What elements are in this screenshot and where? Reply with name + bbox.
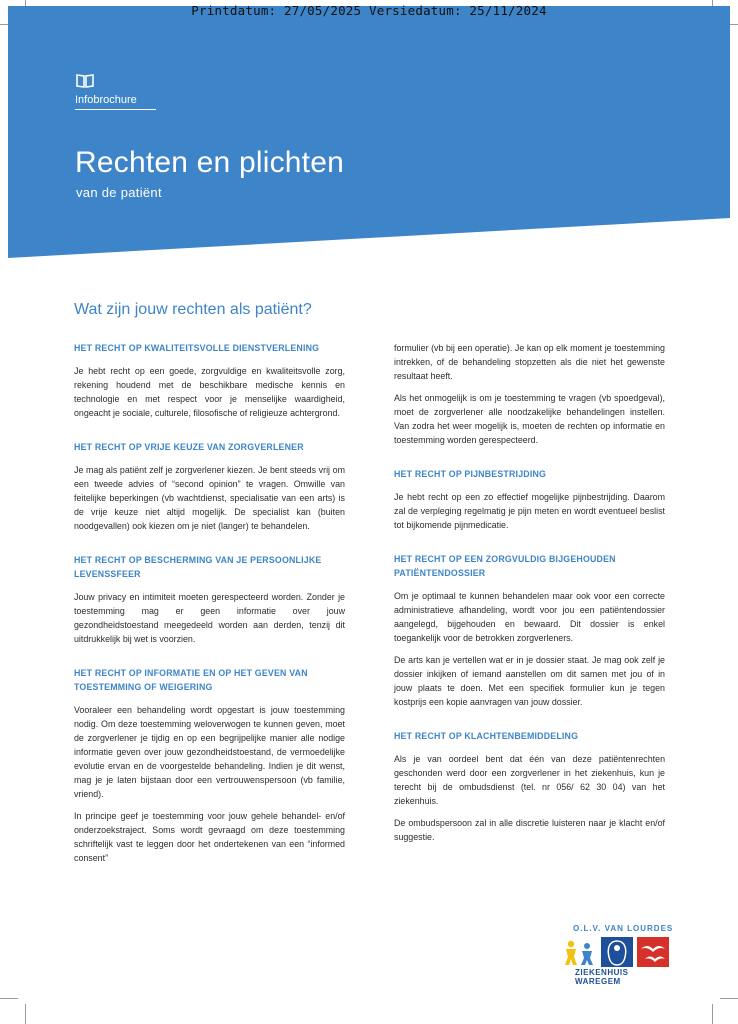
section-heading: Wat zijn jouw rechten als patiënt? xyxy=(74,301,312,318)
logo-bottom-text: ZIEKENHUIS WAREGEM xyxy=(575,968,629,986)
right-column xyxy=(394,341,665,852)
page-title: Rechten en plichten xyxy=(75,146,344,179)
subheading: HET RECHT OP KWALITEITSVOLLE DIENSTVERLENING xyxy=(74,343,320,353)
book-icon xyxy=(75,73,95,89)
paragraph: Als je van oordeel bent dat één van deze patiëntenrechten geschonden werd door een zorgverlener in het ziekenhuis, kun je terecht bij de ombudsdienst (tel. nr 056/ 62 30 04) van het ziekenhuis. xyxy=(394,754,665,806)
crop-mark xyxy=(712,1004,713,1024)
header-banner xyxy=(0,0,738,270)
birds-icon xyxy=(637,937,669,967)
crop-mark xyxy=(0,998,18,999)
paragraph: De arts kan je vertellen wat er in je dossier staat. Je mag ook zelf je dossier inkijken of iemand aanstellen om dit samen met jou of in jouw plaats te doen. Met een specifiek formulier kun je tegen kostprijs een kopie aanvragen van jouw dossier. xyxy=(394,655,665,707)
brochure-label: Infobrochure xyxy=(75,94,156,110)
paragraph: Als het onmogelijk is om je toestemming te vragen (vb spoedgeval), moet de zorgverlener alle noodzakelijke behandelingen instellen. Van zodra het weer mogelijk is, moeten de rechten op informatie en toestemming worden gerespecteerd. xyxy=(394,393,665,445)
crop-mark xyxy=(25,1004,26,1024)
paragraph: Vooraleer een behandeling wordt opgestart is jouw toestemming nodig. Om deze toestemming weloverwogen te kunnen geven, moet de zorgverlener je tijdig en op een begrijpelijke manier alle nodige informatie geven over jouw gezondheidstoestand, de vermoedelijke evolutie ervan en de voorgestelde behandeling. Indien je dit wenst, mag je je laten bijstaan door een vertrouwenspersoon (vb familie, vriend). xyxy=(74,705,345,799)
hospital-logo xyxy=(563,924,675,986)
logo-top-text: O.L.V. VAN LOURDES xyxy=(573,924,674,933)
subheading: HET RECHT OP INFORMATIE EN OP HET GEVEN VAN TOESTEMMING OF WEIGERING xyxy=(74,668,308,692)
print-date-header: Printdatum: 27/05/2025 Versiedatum: 25/11/2024 xyxy=(191,3,547,18)
banner-background xyxy=(0,0,738,270)
paragraph: Jouw privacy en intimiteit moeten gerespecteerd worden. Zonder je toestemming mag er geen informatie over jouw gezondheidstoestand meegedeeld worden aan derden, tenzij dit uitdrukkelijk bij wet is voorzien. xyxy=(74,592,345,644)
subheading: HET RECHT OP VRIJE KEUZE VAN ZORGVERLENER xyxy=(74,442,304,452)
paragraph: Je hebt recht op een goede, zorgvuldige en kwaliteitsvolle zorg, rekening houdend met de beschikbare medische kennis en technologie en met respect voor je menselijke waardigheid, ongeacht je sociale, culturele, filosofische of religieuze achtergrond. xyxy=(74,366,345,418)
paragraph: In principe geef je toestemming voor jouw gehele behandel- en/of onderzoekstraject. Soms wordt gevraagd om deze toestemming schriftelijk vast te leggen door het ondertekenen van een “informed consent” xyxy=(74,811,345,863)
page-subtitle: van de patiënt xyxy=(76,185,162,200)
subheading: HET RECHT OP KLACHTENBEMIDDELING xyxy=(394,731,579,741)
paragraph: formulier (vb bij een operatie). Je kan op elk moment je toestemming intrekken, of de behandeling stopzetten als die niet het gewenste resultaat heeft. xyxy=(394,343,665,381)
subheading: HET RECHT OP EEN ZORGVULDIG BIJGEHOUDEN PATIËNTENDOSSIER xyxy=(394,554,616,578)
logo-graphic xyxy=(563,935,675,967)
children-figures-icon xyxy=(563,939,597,967)
left-column xyxy=(74,341,345,873)
subheading: HET RECHT OP BESCHERMING VAN JE PERSOONLIJKE LEVENSSFEER xyxy=(74,555,322,579)
paragraph: Je mag als patiënt zelf je zorgverlener kiezen. Je bent steeds vrij om een tweede advies of “second opinion” te vragen. Omwille van feitelijke beperkingen (vb wachtdienst, specialisatie van een arts) is de vrije keuze niet altijd mogelijk. De specialist kan (buiten noodgevallen) ook kiezen om je niet (langer) te behandelen. xyxy=(74,465,345,531)
mother-child-icon xyxy=(601,937,633,967)
crop-mark xyxy=(720,998,738,999)
paragraph: Om je optimaal te kunnen behandelen maar ook voor een correcte administratieve afhandeling, wordt voor jou een patiëntendossier aangelegd, bijgehouden en bewaard. Dit dossier is enkel toegankelijk voor de betrokken zorgverleners. xyxy=(394,591,665,643)
paragraph: Je hebt recht op een zo effectief mogelijke pijnbestrijding. Daarom zal de verpleging regelmatig je pijn meten en wordt eventueel beslist tot bijkomende pijnmedicatie. xyxy=(394,492,665,530)
paragraph: De ombudspersoon zal in alle discretie luisteren naar je klacht en/of suggestie. xyxy=(394,818,665,842)
subheading: HET RECHT OP PIJNBESTRIJDING xyxy=(394,469,547,479)
